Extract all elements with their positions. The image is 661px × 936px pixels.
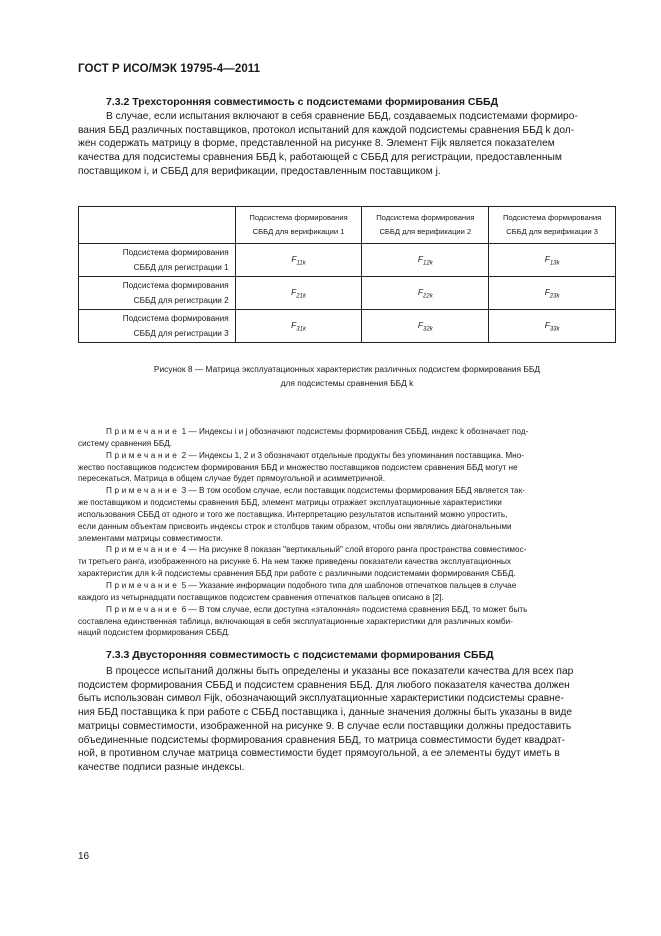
section-733-paragraph bbox=[78, 665, 616, 775]
note-line: ти третьего ранга, изображенного на рисунке 6. На нем также приведены показатели качества эксплуатационных bbox=[78, 557, 511, 567]
document-header: ГОСТ Р ИСО/МЭК 19795-4—2011 bbox=[78, 63, 261, 75]
note-line: Примечание 2 — Индексы 1, 2 и 3 обозначают отдельные продукты без упоминания поставщика. Мно- bbox=[106, 450, 524, 460]
matrix-cell: $F_{21k}$ bbox=[235, 277, 362, 310]
paragraph-line: подсистем формирования СББД и подсистем сравнения ББД. Для любого показателя качества должен bbox=[78, 679, 570, 691]
paragraph-line: быть использован символ Fijk, обозначающий эксплуатационные характеристики подсистемы сравне- bbox=[78, 693, 564, 705]
matrix-column-header: Подсистема формирования СББД для верификации 3 bbox=[489, 207, 616, 244]
note-line: Примечание 6 — В том случае, если доступна «эталонная» подсистема сравнения ББД, то может быть bbox=[106, 604, 528, 614]
matrix-row-header: Подсистема формирования СББД для регистрации 2 bbox=[79, 277, 236, 310]
matrix-cell: $F_{33k}$ bbox=[489, 310, 616, 343]
paragraph-line: качества для подсистемы сравнения ББД k, работающей с СББД для регистрации, предоставленным bbox=[78, 152, 562, 164]
note-line: пересекаться. Матрица в общем случае будет прямоугольной и асимметричной. bbox=[78, 474, 385, 484]
note-line: характеристик для k-й подсистемы сравнения ББД при работе с различными подсистемами формирования СББД. bbox=[78, 569, 516, 579]
matrix-column-header: Подсистема формирования СББД для верификации 2 bbox=[362, 207, 489, 244]
paragraph-line: матрицы совместимости, изображенной на рисунке 9. В случае если поставщики должны предоставить bbox=[78, 720, 572, 732]
note-line: систему сравнения ББД. bbox=[78, 438, 173, 448]
paragraph-line: жен содержать матрицу в форме, представленной на рисунке 8. Элемент Fijk является показателем bbox=[78, 138, 555, 150]
note-line: Примечание 5 — Указание информации подобного типа для шаблонов отпечатков пальцев в случае bbox=[106, 580, 517, 590]
note-line: если данным объектам присвоить индексы строк и столбцов таким образом, чтобы они являлись диагональными bbox=[78, 521, 512, 531]
matrix-cell: $F_{11k}$ bbox=[235, 244, 362, 277]
matrix-cell: $F_{23k}$ bbox=[489, 277, 616, 310]
section-732-paragraph bbox=[78, 110, 616, 179]
compatibility-matrix-table bbox=[78, 206, 616, 343]
matrix-cell: $F_{12k}$ bbox=[362, 244, 489, 277]
matrix-column-header: Подсистема формирования СББД для верификации 1 bbox=[235, 207, 362, 244]
note-line: каждого из четырнадцати поставщиков подсистем сравнения отпечатков пальцев описано в [2]. bbox=[78, 592, 444, 602]
paragraph-line: ния ББД поставщика k при работе с СББД поставщика i, данные значения должны быть указаны в виде bbox=[78, 707, 573, 719]
note-line: Примечание 1 — Индексы i и j обозначают подсистемы формирования СББД, индекс k обозначает под- bbox=[106, 427, 529, 436]
figure-caption-line: Рисунок 8 — Матрица эксплуатационных характеристик различных подсистем формирования ББД bbox=[153, 364, 541, 374]
paragraph-line: объединенные подсистемы формирования сравнения ББД, то матрица совместимости будет квадрат- bbox=[78, 734, 565, 746]
note-line: элементами матрицы совместимости. bbox=[78, 533, 223, 543]
paragraph-line: вания ББД различных поставщиков, протокол испытаний для каждой подсистемы сравнения ББД k дол- bbox=[78, 124, 575, 136]
paragraph-line: В случае, если испытания включают в себя сравнение ББД, создаваемых подсистемами формиро- bbox=[106, 111, 578, 122]
note-line: наций подсистем формирования СББД. bbox=[78, 628, 230, 638]
notes-block bbox=[78, 426, 616, 639]
note-line: использования СББД от одного и того же поставщика. Интерпретацию результатов испытаний можно упростить, bbox=[78, 509, 508, 519]
matrix-cell: $F_{31k}$ bbox=[235, 310, 362, 343]
section-732-title: 7.3.2 Трехсторонняя совместимость с подсистемами формирования СББД bbox=[106, 96, 499, 108]
matrix-cell: $F_{32k}$ bbox=[362, 310, 489, 343]
page-number: 16 bbox=[78, 851, 90, 862]
matrix-cell: $F_{22k}$ bbox=[362, 277, 489, 310]
note-line: жество поставщиков подсистем формирования ББД и множество поставщиков подсистем сравнения ББД могут не bbox=[78, 462, 518, 472]
paragraph-line: ной, в противном случае матрица совместимости будет прямоугольной, а ее элементы будут иметь в bbox=[78, 748, 560, 760]
note-line: составлена единственная таблица, включающая в себя эксплуатационные характеристики для различных комби- bbox=[78, 616, 513, 626]
note-line: же поставщиком и подсистемы сравнения ББД, элемент матрицы отражает эксплуатационные характеристики bbox=[78, 498, 502, 508]
section-733-title: 7.3.3 Двусторонняя совместимость с подсистемами формирования СББД bbox=[106, 649, 494, 661]
figure-caption bbox=[78, 362, 616, 390]
paragraph-line: поставщиком i, и СББД для верификации, предоставленным поставщиком j. bbox=[78, 165, 441, 177]
matrix-cell: $F_{13k}$ bbox=[489, 244, 616, 277]
matrix-corner-cell bbox=[79, 207, 236, 244]
note-line: Примечание 3 — В том особом случае, если поставщик подсистемы формирования ББД является так- bbox=[106, 486, 525, 496]
figure-caption-line: для подсистемы сравнения ББД k bbox=[280, 378, 414, 388]
matrix-row-header: Подсистема формирования СББД для регистрации 3 bbox=[79, 310, 236, 343]
paragraph-line: качестве подписи разные индексы. bbox=[78, 761, 245, 773]
matrix-row-header: Подсистема формирования СББД для регистрации 1 bbox=[79, 244, 236, 277]
note-line: Примечание 4 — На рисунке 8 показан "вертикальный" слой второго ранга пространства совместимос- bbox=[106, 545, 527, 555]
paragraph-line: В процессе испытаний должны быть определены и указаны все показатели качества для всех пар bbox=[106, 666, 574, 677]
